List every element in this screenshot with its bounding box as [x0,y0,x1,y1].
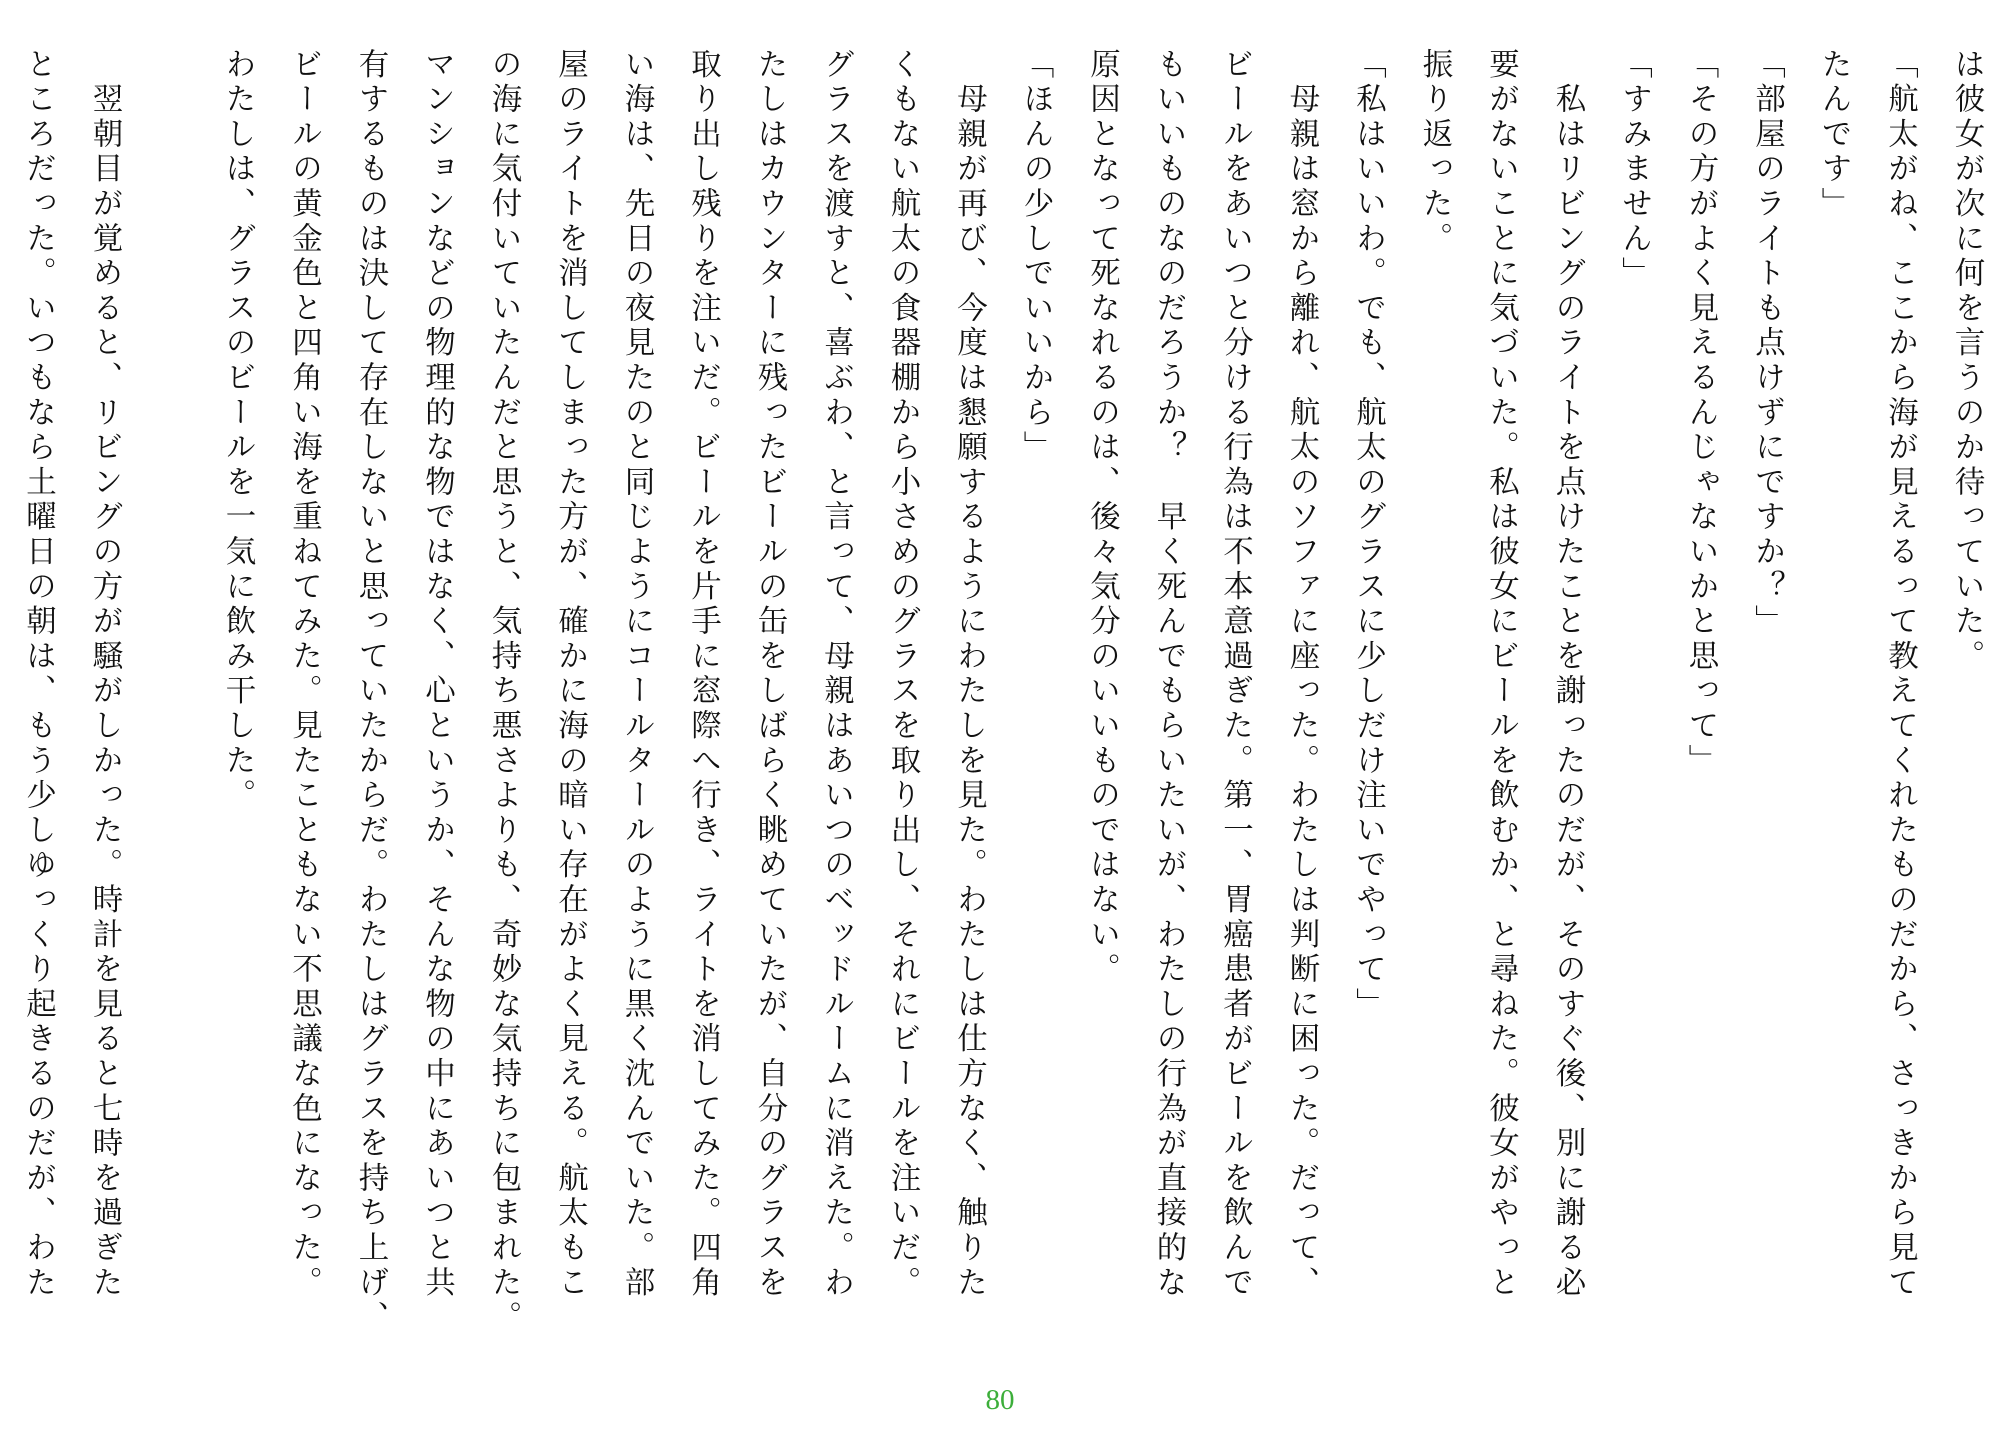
text-line: 「部屋のライトも点けずにですか？」 [1749,48,1785,640]
text-line: ビールをあいつと分ける行為は不本意過ぎた。第一、胃癌患者がビールを飲んで [1217,48,1253,1301]
text-line [0,48,4,1378]
text-line: 有するものは決して存在しないと思っていたからだ。わたしはグラスを持ち上げ、 [353,48,388,1336]
page-number: 80 [985,1384,1015,1416]
text-line: 「航太がね、ここから海が見えるって教えてくれたものだから、さっきから見て [1882,48,1918,1301]
vertical-text-body [0,48,2000,1378]
text-line: 私はリビングのライトを点けたことを謝ったのだが、そのすぐ後、別に謝る必 [1550,48,1585,1301]
text-line: 原因となって死なれるのは、後々気分のいいものではない。 [1084,48,1120,988]
text-line: 振り返った。 [1417,48,1452,257]
text-line: たんです」 [1816,48,1851,222]
blank-line [137,48,204,1378]
text-line: 要がないことに気づいた。私は彼女にビールを飲むか、と尋ねた。彼女がやっと [1483,48,1519,1301]
text-line: たしはカウンターに残ったビールの缶をしばらく眺めていたが、自分のグラスを [752,48,787,1301]
text-line: い海は、先日の夜見たのと同じようにコールタールのように黒く沈んでいた。部 [619,48,654,1301]
text-line: は彼女が次に何を言うのか待っていた。 [1949,48,1984,675]
text-line: ところだった。いつもなら土曜日の朝は、もう少しゆっくり起きるのだが、わた [20,48,56,1301]
text-line: 翌朝目が覚めると、リビングの方が騒がしかった。時計を見ると七時を過ぎた [87,48,122,1301]
text-line: くもない航太の食器棚から小さめのグラスを取り出し、それにビールを注いだ。 [885,48,920,1301]
text-line: 「ほんの少しでいいから」 [1018,48,1053,466]
text-line: マンションなどの物理的な物ではなく、心というか、そんな物の中にあいつと共 [419,48,455,1301]
text-line: グラスを渡すと、喜ぶわ、と言って、母親はあいつのベッドルームに消えた。わ [818,48,854,1301]
text-line: 取り出し残りを注いだ。ビールを片手に窓際へ行き、ライトを消してみた。四角 [685,48,721,1301]
text-line: の海に気付いていたんだと思うと、気持ち悪さよりも、奇妙な気持ちに包まれた。 [486,48,521,1336]
text-line: 「私はいいわ。でも、航太のグラスに少しだけ注いでやって」 [1350,48,1386,1023]
text-line: 母親は窓から離れ、航太のソファに座った。わたしは判断に困った。だって、 [1284,48,1319,1301]
text-line: 「すみません」 [1616,48,1652,292]
text-line: わたしは、グラスのビールを一気に飲み干した。 [220,48,255,814]
text-line: ビールの黄金色と四角い海を重ねてみた。見たこともない不思議な色になった。 [286,48,322,1301]
text-line: 「その方がよく見えるんじゃないかと思って」 [1683,48,1718,779]
text-line: もいいものなのだろうか？ 早く死んでもらいたいが、わたしの行為が直接的な [1151,48,1186,1301]
text-line: 屋のライトを消してしまった方が、確かに海の暗い存在がよく見える。航太もこ [552,48,588,1301]
text-line: 母親が再び、今度は懇願するようにわたしを見た。わたしは仕方なく、触りた [951,48,987,1301]
